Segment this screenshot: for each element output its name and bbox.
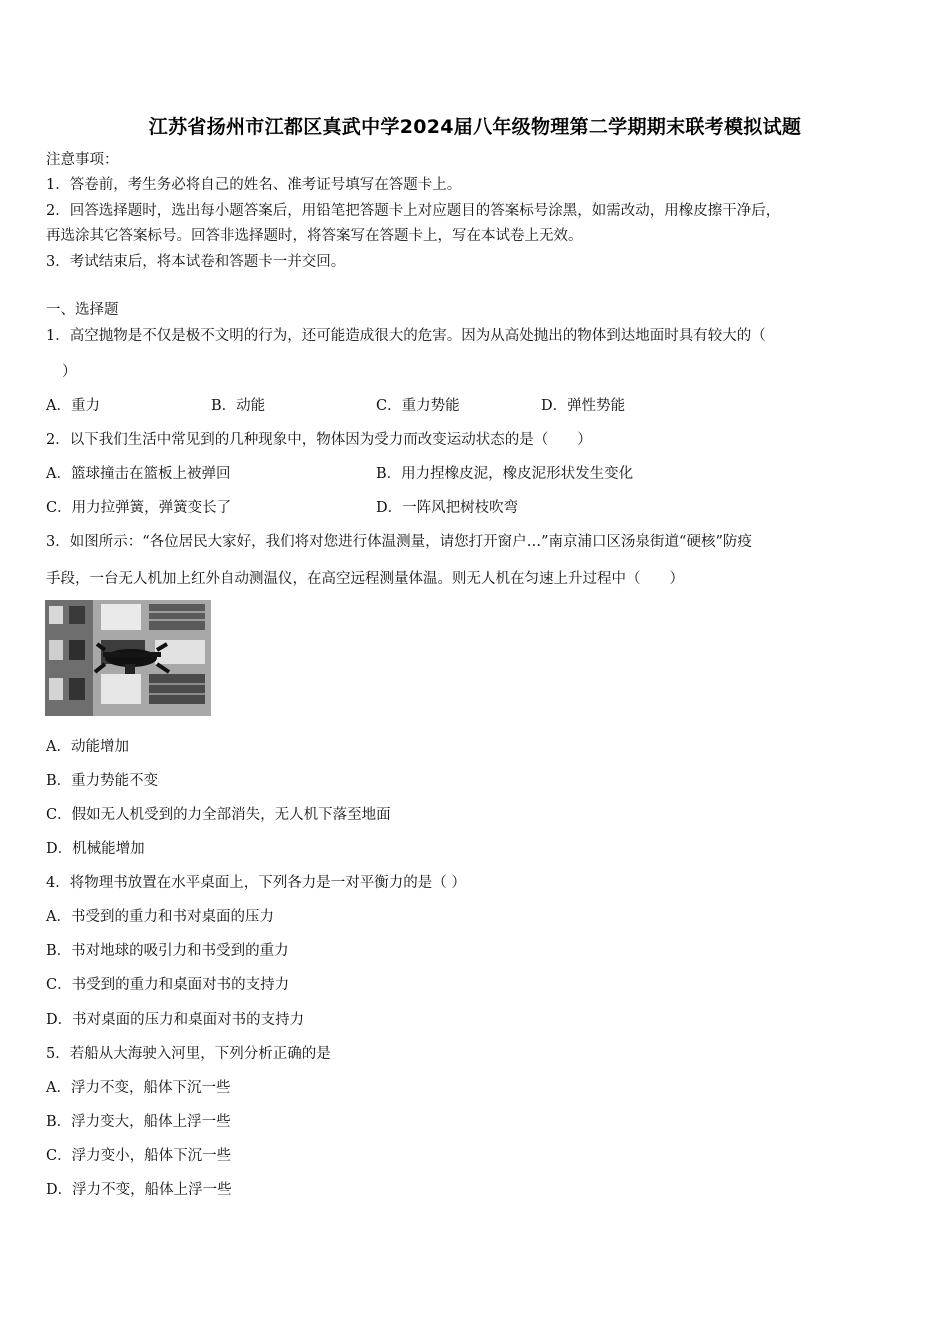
notice-item: 2．回答选择题时，选出每小题答案后，用铅笔把答题卡上对应题目的答案标号涂黑，如需改动，用橡皮擦干净后，: [46, 203, 781, 219]
question-3-stem-cont: 手段，一台无人机加上红外自动测温仪，在高空远程测量体温。则无人机在匀速上升过程中（ ）: [46, 571, 684, 587]
question-3-option-d: D．机械能增加: [46, 841, 145, 857]
question-2-option-d: D．一阵风把树枝吹弯: [376, 500, 519, 516]
exam-title: 江苏省扬州市江都区真武中学2024届八年级物理第二学期期末联考模拟试题: [148, 116, 802, 138]
question-1-option-a: A．重力: [46, 398, 100, 414]
drone-building-image: [45, 600, 211, 716]
question-3-stem: 3．如图所示：“各位居民大家好，我们将对您进行体温测量，请您打开窗户…”南京浦口区汤泉街道“硬核”防疫: [46, 534, 752, 550]
question-4-option-b: B．书对地球的吸引力和书受到的重力: [46, 943, 289, 959]
question-4-stem: 4．将物理书放置在水平桌面上，下列各力是一对平衡力的是（ ）: [46, 875, 466, 891]
question-4-option-d: D．书对桌面的压力和桌面对书的支持力: [46, 1012, 305, 1028]
question-4-option-a: A．书受到的重力和书对桌面的压力: [46, 909, 274, 925]
question-5-option-d: D．浮力不变，船体上浮一些: [46, 1182, 232, 1198]
notice-item: 再选涂其它答案标号。回答非选择题时，将答案写在答题卡上，写在本试卷上无效。: [46, 228, 583, 244]
notice-item: 1．答卷前，考生务必将自己的姓名、准考证号填写在答题卡上。: [46, 177, 462, 193]
notice-item: 3．考试结束后，将本试卷和答题卡一并交回。: [46, 254, 346, 270]
question-2-option-b: B．用力捏橡皮泥，橡皮泥形状发生变化: [376, 466, 634, 482]
question-3-option-c: C．假如无人机受到的力全部消失，无人机下落至地面: [46, 807, 391, 823]
question-1-stem-end: ）: [62, 364, 77, 380]
question-1-option-d: D．弹性势能: [541, 398, 626, 414]
question-5-option-a: A．浮力不变，船体下沉一些: [46, 1080, 231, 1096]
question-4-option-c: C．书受到的重力和桌面对书的支持力: [46, 977, 290, 993]
question-5-option-b: B．浮力变大，船体上浮一些: [46, 1114, 231, 1130]
question-3-option-a: A．动能增加: [46, 739, 129, 755]
question-5-stem: 5．若船从大海驶入河里，下列分析正确的是: [46, 1046, 331, 1062]
question-1-option-c: C．重力势能: [376, 398, 460, 414]
question-2-option-a: A．篮球撞击在篮板上被弹回: [46, 466, 231, 482]
question-1-stem: 1．高空抛物是不仅是极不文明的行为，还可能造成很大的危害。因为从高处抛出的物体到达地面时具有较大的（: [46, 328, 766, 344]
section-heading: 一、选择题: [46, 302, 119, 318]
question-3-option-b: B．重力势能不变: [46, 773, 159, 789]
question-1-option-b: B．动能: [211, 398, 266, 414]
question-2-option-c: C．用力拉弹簧，弹簧变长了: [46, 500, 232, 516]
notice-heading: 注意事项：: [46, 152, 119, 168]
question-2-stem: 2．以下我们生活中常见到的几种现象中，物体因为受力而改变运动状态的是（ ）: [46, 432, 592, 448]
drone-photo: [45, 600, 211, 716]
question-5-option-c: C．浮力变小，船体下沉一些: [46, 1148, 232, 1164]
